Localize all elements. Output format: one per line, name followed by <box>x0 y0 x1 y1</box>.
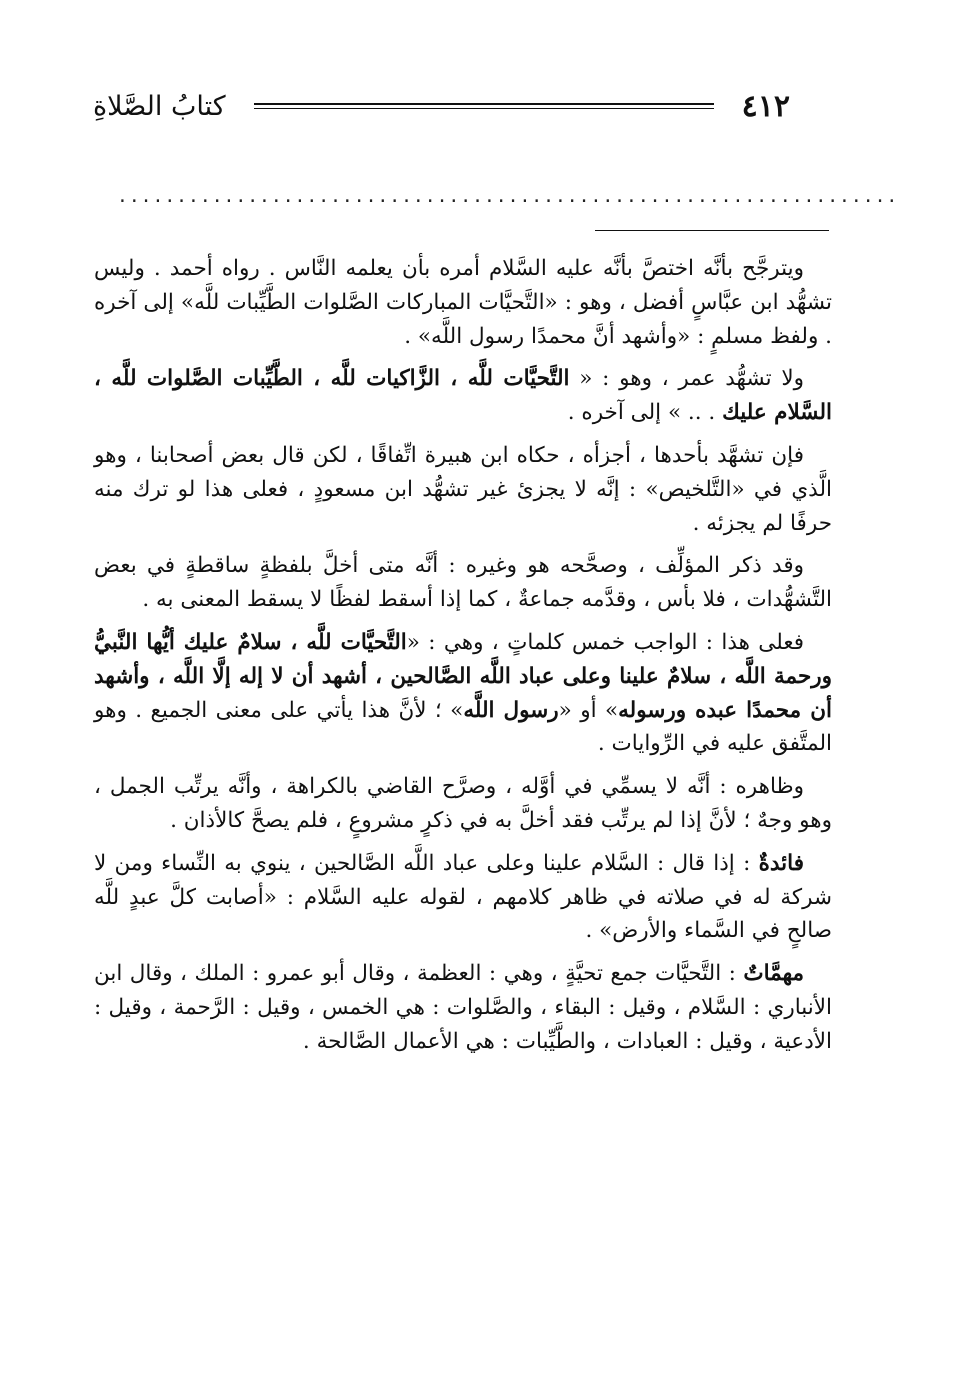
paragraph: وقد ذكر المؤلِّف ، وصحَّحه هو وغيره : أنَّه متى أخلَّ بلفظةٍ ساقطةٍ في بعض التَّشهُّدات ، فلا بأس ، وقدَّمه جماعةٌ ، كما إذا أسقط لفظًا لا يسقط المعنى به . <box>94 553 832 613</box>
separator-rule <box>595 230 829 231</box>
paragraph: ولا تشهُّد عمر ، وهو : « التَّحيَّات للَّه ، الزَّاكيات للَّه ، الطَّيِّبات الصَّلوات للَّه ، السَّلام عليك . .. » إلى آخره . <box>94 366 832 426</box>
bold-quote: رسول اللَّه <box>463 697 559 723</box>
body-text <box>94 252 832 1068</box>
paragraph: وظاهره : أنَّه لا يسمِّي في أوَّله ، وصرَّح القاضي بالكراهة ، وأنَّه يرتِّب الجمل ، وهو وجهٌ ؛ لأنَّ إذا لم يرتِّب فقد أخلَّ به في ذكرٍ مشروعٍ ، فلم يصحَّ كالأذان . <box>94 774 832 833</box>
paragraph: فائدةٌ : إذا قال : السَّلام علينا وعلى عباد اللَّه الصَّالحين ، ينوي به النِّساء ومن لا شركة له في صلاته في ظاهر كلامهم ، لقوله عليه السَّلام : «أصابت كلَّ عبدٍ للَّه صالحٍ في السَّماء والأرض» . <box>94 850 832 944</box>
section-lead: فائدةٌ <box>758 850 804 876</box>
bold-quote: التَّحيَّات للَّه ، الزَّاكيات للَّه ، الطَّيِّبات الصَّلوات للَّه ، السَّلام عليك <box>94 366 832 426</box>
paragraph: مهمَّاتٌ : التَّحيَّات جمع تحيَّةٍ ، وهي : العظمة ، وقال أبو عمرو : الملك ، وقال ابن الأنباري : السَّلام ، وقيل : البقاء ، والصَّلوات : هي الخمس ، وقيل : الرَّحمة ، وقيل : الأدعية ، وقيل : العبادات ، والطَّيِّبات : هي الأعمال الصَّالحة . <box>94 961 832 1054</box>
header-rule <box>254 103 714 109</box>
ellipsis-dots: .................................................................. <box>117 186 899 207</box>
paragraph: ويترجَّح بأنَّه اختصَّ بأنَّه عليه السَّلام أمره بأن يعلمه النَّاس . رواه أحمد . وليس تشهُّد ابن عبَّاسٍ أفضل ، وهو : «التَّحيَّات المباركات الصَّلوات الطَّيِّبات للَّه» إلى آخره . ولفظ مسلمٍ : «وأشهد أنَّ محمدًا رسول اللَّه» . <box>94 256 832 349</box>
page-number: ٤١٢ <box>741 88 790 124</box>
book-title: كتابُ الصَّلاةِ <box>93 90 226 122</box>
running-header <box>93 84 790 128</box>
paragraph: فعلى هذا : الواجب خمس كلماتٍ ، وهي : «التَّحيَّات للَّه ، سلامٌ عليك أيُّها النَّبيُّ ورحمة اللَّه ، سلامٌ علينا وعلى عباد اللَّه الصَّالحين ، أشهد أن لا إله إلَّا اللَّه ، وأشهد أن محمدًا عبده ورسوله» أو «رسول اللَّه» ؛ لأنَّ هذا يأتي على معنى الجميع . وهو المتَّفق عليه في الرِّوايات . <box>94 629 833 757</box>
bold-quote: التَّحيَّات للَّه ، سلامٌ عليك أيُّها النَّبيُّ ورحمة اللَّه ، سلامٌ علينا وعلى عباد اللَّه الصَّالحين ، أشهد أن لا إله إلَّا اللَّه ، وأشهد أن محمدًا عبده ورسوله <box>94 629 833 723</box>
section-lead: مهمَّاتٌ <box>743 961 804 987</box>
paragraph: فإن تشهَّد بأحدها ، أجزأه ، حكاه ابن هبيرة اتِّفاقًا ، لكن قال بعض أصحابنا ، وهو الَّذي في «التَّلخيص» : إنَّه لا يجزئ غير تشهُّد ابن مسعودٍ ، فعلى هذا لو ترك منه حرفًا لم يجزئه . <box>94 442 832 536</box>
